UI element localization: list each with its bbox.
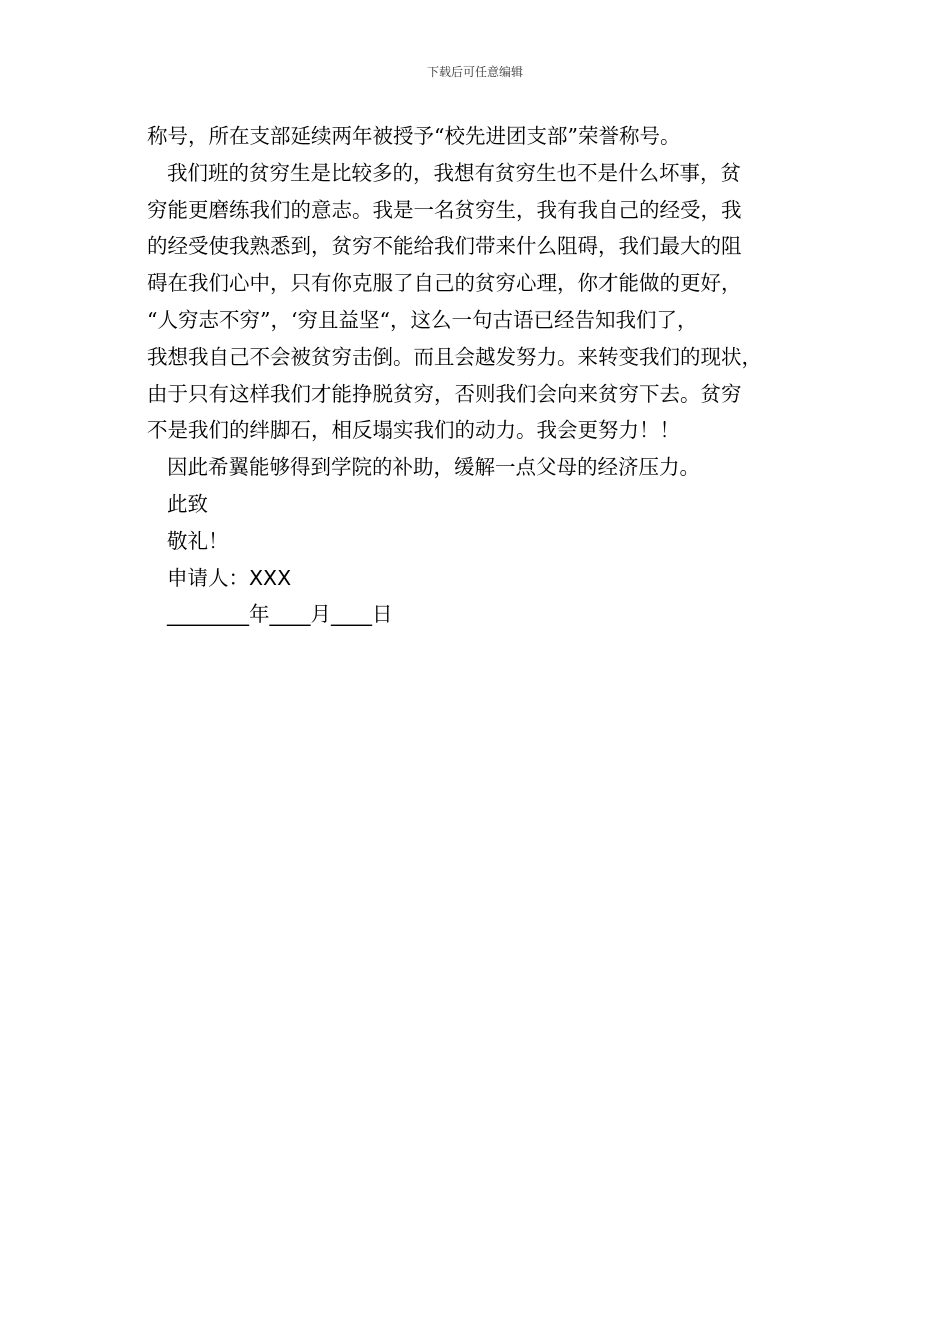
closing-line: 此致 <box>167 491 208 516</box>
paragraph-line-1: 称号，所在支部延续两年被授予“校先进团支部”荣誉称号。 <box>147 124 681 148</box>
paragraph-line-10: 因此希翼能够得到学院的补助，缓解一点父母的经济压力。 <box>167 455 700 480</box>
salute-line: 敬礼！ <box>167 528 229 553</box>
paragraph-line-3: 穷能更磨练我们的意志。我是一名贫穷生，我有我自己的经受，我 <box>147 197 742 222</box>
paragraph-line-4: 的经受使我熟悉到，贫穷不能给我们带来什么阻碍，我们最大的阻 <box>147 234 742 259</box>
paragraph-line-5: 碍在我们心中，只有你克服了自己的贫穷心理，你才能做的更好， <box>147 271 742 296</box>
paragraph-line-9: 不是我们的绊脚石，相反塌实我们的动力。我会更努力！！ <box>147 418 680 443</box>
paragraph-line-7: 我想我自己不会被贫穷击倒。而且会越发努力。来转变我们的现状， <box>147 344 762 369</box>
page-header: 下载后可任意编辑 <box>426 65 523 79</box>
paragraph-line-6: “人穷志不穷”，‘穷且益坚“，这么一句古语已经告知我们了， <box>147 307 698 332</box>
applicant-line: 申请人：XXX <box>167 565 292 590</box>
paragraph-line-8: 由于只有这样我们才能挣脱贫穷，否则我们会向来贫穷下去。贫穷 <box>147 381 742 406</box>
document-body <box>147 118 833 633</box>
date-line: ________年____月____日 <box>167 602 393 627</box>
paragraph-line-2: 我们班的贫穷生是比较多的，我想有贫穷生也不是什么坏事，贫 <box>167 160 741 185</box>
